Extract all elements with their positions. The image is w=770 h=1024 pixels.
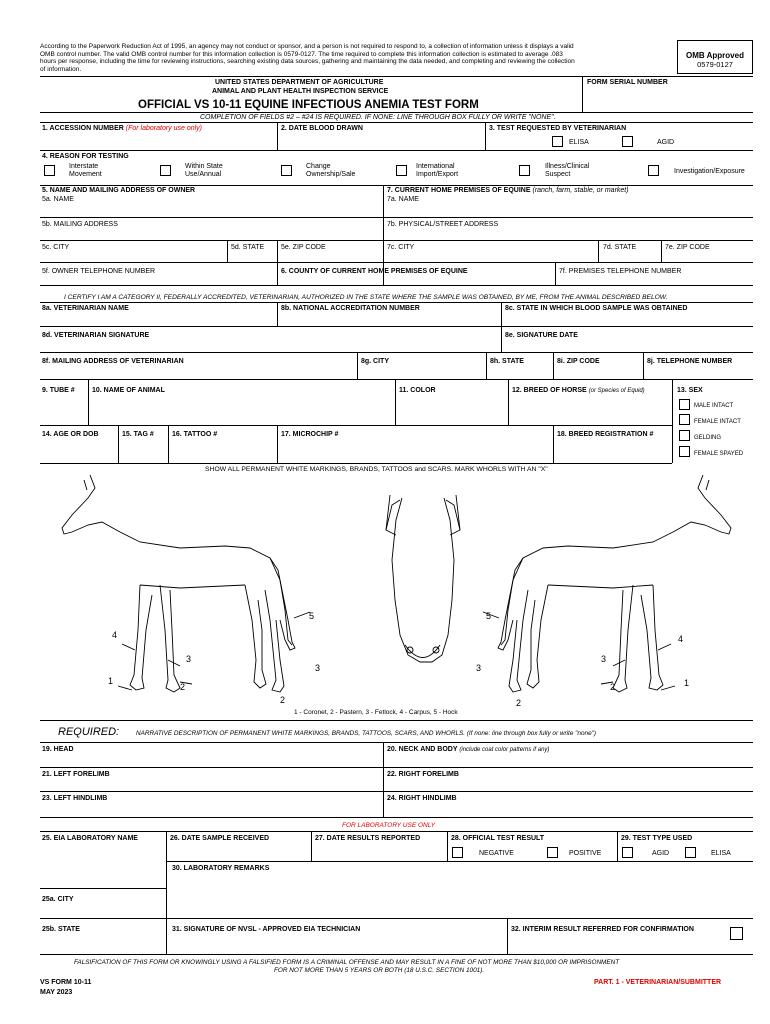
date-blood-drawn-label: 2. DATE BLOOD DRAWN <box>281 125 363 132</box>
accreditation-label: 8b. NATIONAL ACCREDITATION NUMBER <box>281 305 420 312</box>
leg-number-2: 2 <box>280 695 286 705</box>
test-type-elisa-label: ELISA <box>711 850 731 857</box>
accession-label: 1. ACCESSION NUMBER (For laboratory use only) <box>42 125 203 132</box>
microchip-label: 17. MICROCHIP # <box>281 431 339 438</box>
right-hindlimb-label: 24. RIGHT HINDLIMB <box>387 795 457 802</box>
technician-signature-label: 31. SIGNATURE OF NVSL - APPROVED EIA TECHNICIAN <box>172 926 361 933</box>
reason-international-checkbox[interactable] <box>396 165 407 176</box>
leg-number-4: 4 <box>678 634 684 644</box>
owner-name-label: 5a. NAME <box>42 196 74 203</box>
breed-registration-label: 18. BREED REGISTRATION # <box>557 431 654 438</box>
lab-name-label: 25. EIA LABORATORY NAME <box>42 835 138 842</box>
test-type-label: 29. TEST TYPE USED <box>621 835 693 842</box>
premises-name-label: 7a. NAME <box>387 196 419 203</box>
reason-change-ownership-checkbox[interactable] <box>281 165 292 176</box>
vet-mailing-label: 8f. MAILING ADDRESS OF VETERINARIAN <box>42 358 184 365</box>
neck-body-label: 20. NECK AND BODY (include coat color patterns if any) <box>387 746 550 753</box>
test-requested-label: 3. TEST REQUESTED BY VETERINARIAN <box>489 125 627 132</box>
vet-phone-label: 8j. TELEPHONE NUMBER <box>647 358 733 365</box>
premises-state-label: 7d. STATE <box>603 244 637 251</box>
vet-name-label: 8a. VETERINARIAN NAME <box>42 305 129 312</box>
test-elisa-label: ELISA <box>569 139 589 146</box>
signature-date-label: 8e. SIGNATURE DATE <box>505 332 578 339</box>
paperwork-notice: According to the Paperwork Reduction Act of 1995, an agency may not conduct or sponsor, and a person is not required to respond to, a collection of information unless it displays a valid OMB control number. The valid OMB control number for this information collection is 0579-0127. The time required to complete this information collection is estimated to average .083 hours per response, including the time for reviewing instructions, searching existing data sources, gathering and maintaining the data needed, and completing and reviewing the collection of information. <box>40 43 575 73</box>
lab-state-label: 25b. STATE <box>42 926 80 933</box>
owner-state-label: 5d. STATE <box>231 244 265 251</box>
sex-male-intact-label: MALE INTACT <box>694 403 734 409</box>
color-label: 11. COLOR <box>399 387 436 394</box>
leg-number-1: 1 <box>684 678 690 688</box>
sex-gelding-label: GELDING <box>694 435 722 441</box>
head-label: 19. HEAD <box>42 746 74 753</box>
sex-female-intact-checkbox[interactable] <box>679 414 690 425</box>
certify-statement: I CERTIFY I AM A CATEGORY II, FEDERALLY ACCREDITED, VETERINARIAN, AUTHORIZED IN THE STATE WHERE THE SAMPLE WAS OBTAINED, BY ME, FROM THE ANIMAL DESCRIBED BELOW. <box>64 294 668 301</box>
reason-interstate-checkbox[interactable] <box>44 165 55 176</box>
omb-box <box>677 40 753 74</box>
leg-number-5: 5 <box>486 611 492 621</box>
reason-interstate-label: Interstate Movement <box>69 163 102 178</box>
official-result-label: 28. OFFICIAL TEST RESULT <box>451 835 545 842</box>
date-reported-label: 27. DATE RESULTS REPORTED <box>315 835 421 842</box>
result-negative-checkbox[interactable] <box>452 847 463 858</box>
sex-label: 13. SEX <box>677 387 703 394</box>
interim-result-label: 32. INTERIM RESULT REFERRED FOR CONFIRMATION <box>511 926 694 933</box>
test-elisa-checkbox[interactable] <box>552 136 563 147</box>
leg-number-3: 3 <box>476 663 482 673</box>
owner-mailing-label: 5b. MAILING ADDRESS <box>42 221 118 228</box>
reason-within-state-checkbox[interactable] <box>160 165 171 176</box>
reason-label: 4. REASON FOR TESTING <box>42 153 129 160</box>
result-negative-label: NEGATIVE <box>479 850 514 857</box>
sex-female-spayed-checkbox[interactable] <box>679 446 690 457</box>
sex-female-intact-label: FEMALE INTACT <box>694 419 741 425</box>
leg-legend: 1 - Coronet, 2 - Pastern, 3 - Fetlock, 4 - Carpus, 5 - Hock <box>294 709 458 716</box>
interim-result-checkbox[interactable] <box>730 927 743 940</box>
owner-section-label: 5. NAME AND MAILING ADDRESS OF OWNER <box>42 187 196 194</box>
lab-use-label: FOR LABORATORY USE ONLY <box>342 822 436 829</box>
vet-state-label: 8h. STATE <box>490 358 524 365</box>
reason-illness-label: Illness/Clinical Suspect <box>545 163 590 178</box>
markings-title: SHOW ALL PERMANENT WHITE MARKINGS, BRANDS, TATTOOS and SCARS. MARK WHORLS WITH AN "X" <box>205 466 548 473</box>
reason-investigation-checkbox[interactable] <box>648 165 659 176</box>
sex-male-intact-checkbox[interactable] <box>679 399 690 410</box>
reason-investigation-label: Investigation/Exposure <box>674 168 745 175</box>
test-type-elisa-checkbox[interactable] <box>685 847 696 858</box>
left-hindlimb-label: 23. LEFT HINDLIMB <box>42 795 108 802</box>
vet-zip-label: 8i. ZIP CODE <box>557 358 600 365</box>
leg-number-3: 3 <box>315 663 321 673</box>
omb-title: OMB Approved <box>686 51 744 60</box>
leg-number-1: 1 <box>108 676 114 686</box>
vet-signature-label: 8d. VETERINARIAN SIGNATURE <box>42 332 150 339</box>
result-positive-label: POSITIVE <box>569 850 602 857</box>
reason-international-label: International Import/Export <box>416 163 459 178</box>
required-label: REQUIRED: <box>58 726 120 738</box>
lab-remarks-label: 30. LABORATORY REMARKS <box>172 865 270 872</box>
premises-city-label: 7c. CITY <box>387 244 415 251</box>
form-title: OFFICIAL VS 10-11 EQUINE INFECTIOUS ANEMIA TEST FORM <box>138 99 479 111</box>
reason-illness-checkbox[interactable] <box>519 165 530 176</box>
omb-number: 0579-0127 <box>697 60 733 69</box>
falsification-line-2: FOR NOT MORE THAN 5 YEARS OR BOTH (18 U.S.C. SECTION 1001). <box>274 967 485 974</box>
leg-number-4: 4 <box>112 630 118 640</box>
tag-label: 15. TAG # <box>122 431 154 438</box>
falsification-line-1: FALSIFICATION OF THIS FORM OR KNOWINGLY USING A FALSIFIED FORM IS A CRIMINAL OFFENSE AND MAY RESULT IN A FINE OF NOT MORE THAN $10,000 OR IMPRISONMENT <box>74 959 620 966</box>
leg-number-3: 3 <box>601 654 607 664</box>
vet-city-label: 8g. CITY <box>361 358 390 365</box>
required-description: NARRATIVE DESCRIPTION OF PERMANENT WHITE MARKINGS, BRANDS, TATTOOS, SCARS, AND WHORLS. (If none: line through box fully or write "none") <box>136 730 597 737</box>
result-positive-checkbox[interactable] <box>547 847 558 858</box>
form-date: MAY 2023 <box>40 989 73 996</box>
test-type-agid-label: AGID <box>652 850 670 857</box>
part-label: PART. 1 - VETERINARIAN/SUBMITTER <box>594 979 722 986</box>
dept-name: UNITED STATES DEPARTMENT OF AGRICULTURE <box>215 79 384 86</box>
leg-number-2: 2 <box>610 682 616 692</box>
leg-number-2: 2 <box>516 698 522 708</box>
form-serial-label: FORM SERIAL NUMBER <box>587 79 668 86</box>
reason-within-state-label: Within State Use/Annual <box>185 163 223 178</box>
premises-zip-label: 7e. ZIP CODE <box>665 244 710 251</box>
form-serial-input[interactable] <box>582 88 753 112</box>
test-type-agid-checkbox[interactable] <box>622 847 633 858</box>
test-agid-label: AGID <box>657 139 675 146</box>
leg-number-5: 5 <box>309 611 315 621</box>
leg-number-3: 3 <box>186 654 192 664</box>
service-name: ANIMAL AND PLANT HEALTH INSPECTION SERVICE <box>212 88 389 95</box>
right-forelimb-label: 22. RIGHT FORELIMB <box>387 771 459 778</box>
tattoo-label: 16. TATTOO # <box>172 431 218 438</box>
horse-diagram[interactable] <box>40 470 753 715</box>
left-forelimb-label: 21. LEFT FORELIMB <box>42 771 110 778</box>
owner-city-label: 5c. CITY <box>42 244 70 251</box>
reason-change-ownership-label: Change Ownership/Sale <box>306 163 356 178</box>
breed-label: 12. BREED OF HORSE (or Species of Equid) <box>512 387 645 394</box>
premises-phone-label: 7f. PREMISES TELEPHONE NUMBER <box>559 268 682 275</box>
premises-street-label: 7b. PHYSICAL/STREET ADDRESS <box>387 221 499 228</box>
blood-state-label: 8c. STATE IN WHICH BLOOD SAMPLE WAS OBTAINED <box>505 305 688 312</box>
animal-name-label: 10. NAME OF ANIMAL <box>92 387 165 394</box>
owner-phone-label: 5f. OWNER TELEPHONE NUMBER <box>42 268 156 275</box>
tube-label: 9. TUBE # <box>42 387 75 394</box>
premises-section-label: 7. CURRENT HOME PREMISES OF EQUINE (ranch, farm, stable, or market) <box>387 187 629 194</box>
leg-number-2: 2 <box>180 682 186 692</box>
lab-city-label: 25a. CITY <box>42 896 74 903</box>
owner-zip-label: 5e. ZIP CODE <box>281 244 326 251</box>
form-id: VS FORM 10-11 <box>40 979 92 986</box>
age-label: 14. AGE OR DOB <box>42 431 99 438</box>
completion-note: COMPLETION OF FIELDS #2 – #24 IS REQUIRED. IF NONE: LINE THROUGH BOX FULLY OR WRITE "NONE". <box>200 114 556 121</box>
county-label: 6. COUNTY OF CURRENT HOME PREMISES OF EQUINE <box>281 268 468 275</box>
test-agid-checkbox[interactable] <box>622 136 633 147</box>
date-received-label: 26. DATE SAMPLE RECEIVED <box>170 835 270 842</box>
sex-gelding-checkbox[interactable] <box>679 430 690 441</box>
sex-female-spayed-label: FEMALE SPAYED <box>694 451 744 457</box>
